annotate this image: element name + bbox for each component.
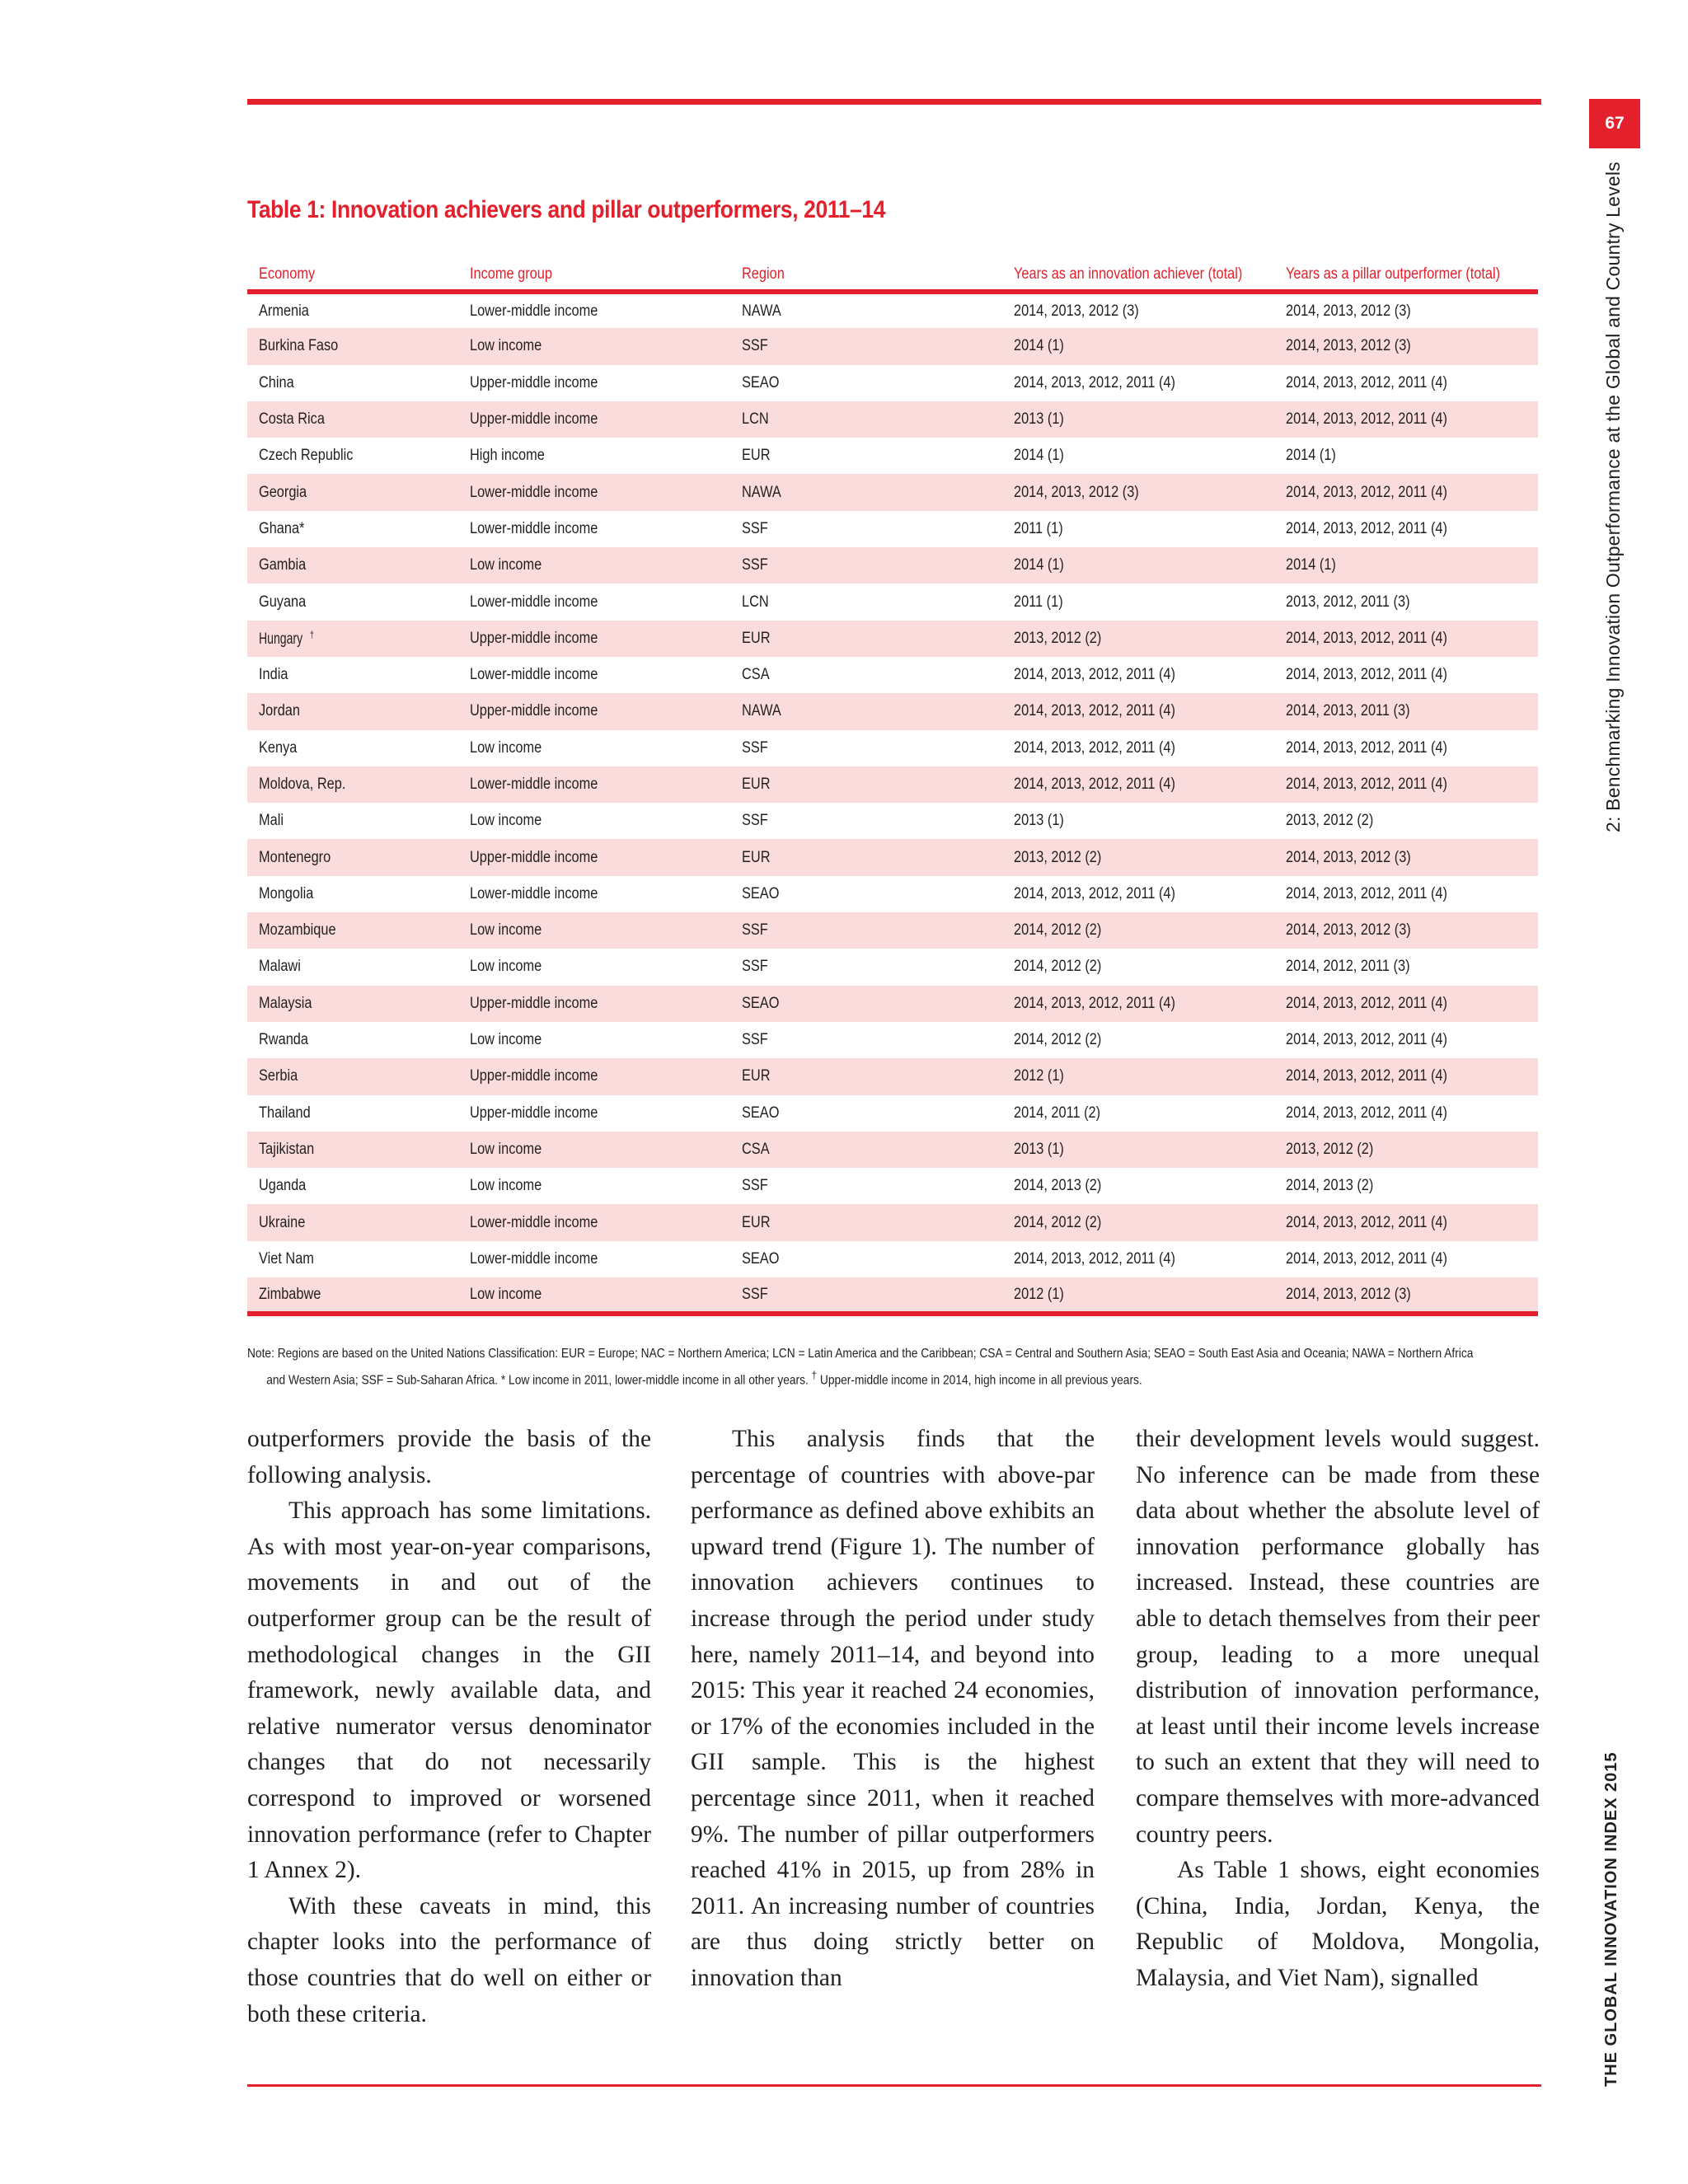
cell-income: Upper-middle income: [458, 693, 730, 729]
cell-achiever: 2014, 2011 (2): [1014, 1104, 1101, 1122]
cell-region: LCN: [730, 401, 1002, 438]
cell-economy: Thailand: [259, 1104, 311, 1122]
cell-pillar: 2014, 2013, 2012, 2011 (4): [1274, 474, 1538, 510]
cell-income: Low income: [458, 547, 730, 583]
cell-economy: Kenya: [259, 738, 298, 757]
body-column-2: [691, 1422, 1095, 2032]
cell-achiever: 2014, 2013, 2012, 2011 (4): [1014, 1249, 1175, 1268]
running-title: THE GLOBAL INNOVATION INDEX 2015: [1602, 1751, 1620, 2087]
top-rule: [247, 99, 1541, 105]
cell-pillar: 2014 (1): [1274, 547, 1538, 583]
cell-pillar: 2014, 2013, 2012, 2011 (4): [1286, 1249, 1447, 1268]
body-paragraph: As Table 1 shows, eight economies (China, India, Jordan, Kenya, the Republic of Moldova, Mongolia, Malaysia, and Viet Nam), signalled: [1136, 1857, 1540, 1991]
cell-pillar: 2013, 2012 (2): [1286, 812, 1374, 830]
cell-economy: Ghana*: [259, 519, 305, 537]
note-dagger-mark: †: [811, 1369, 818, 1381]
cell-income: High income: [470, 447, 545, 465]
cell-income: Low income: [470, 958, 542, 976]
table-caption: Table 1: Innovation achievers and pillar outperformers, 2011–14: [247, 196, 886, 223]
cell-pillar: 2014, 2013, 2012, 2011 (4): [1274, 1204, 1538, 1240]
table-row: [247, 438, 1538, 474]
table-row: [247, 1204, 1538, 1240]
cell-economy: [247, 621, 458, 657]
cell-income: Lower-middle income: [470, 519, 598, 537]
cell-economy: Zimbabwe: [247, 1277, 458, 1314]
cell-pillar: 2014 (1): [1286, 447, 1336, 465]
cell-achiever: 2014, 2013, 2012, 2011 (4): [1002, 766, 1274, 803]
cell-pillar: 2014, 2013, 2012 (3): [1274, 912, 1538, 949]
cell-pillar: 2014, 2013, 2012 (3): [1286, 302, 1411, 320]
cell-economy: Montenegro: [247, 839, 458, 875]
table-row: [247, 657, 1538, 693]
cell-economy: Rwanda: [259, 1031, 308, 1049]
cell-achiever: 2012 (1): [1002, 1277, 1274, 1314]
cell-region: SEAO: [730, 986, 1002, 1022]
body-paragraph: outperformers provide the basis of the following analysis.: [247, 1426, 651, 1488]
body-paragraph: This approach has some limitations. As with most year-on-year comparisons, movements in and out of the outperformer group can be the result of methodological changes in the GII framework, newly available data, and relative numerator versus denominator changes that do not necessarily correspond to improved or worsened innovation performance (refer to Chapter 1 Annex 2).: [247, 1497, 651, 1884]
cell-achiever: 2014, 2013, 2012 (3): [1002, 474, 1274, 510]
cell-achiever: 2013 (1): [1014, 812, 1064, 830]
cell-achiever: 2013 (1): [1002, 1132, 1274, 1168]
cell-region: SSF: [742, 738, 768, 757]
table-row: [247, 876, 1538, 912]
cell-achiever: 2014, 2013, 2012, 2011 (4): [1002, 693, 1274, 729]
cell-income: Low income: [458, 1132, 730, 1168]
cell-pillar: 2013, 2012, 2011 (3): [1286, 593, 1410, 611]
cell-achiever: 2014, 2012 (2): [1002, 912, 1274, 949]
cell-region: SSF: [730, 1277, 1002, 1314]
cell-economy: China: [259, 373, 294, 391]
cell-income: Upper-middle income: [458, 621, 730, 657]
cell-region: SSF: [730, 547, 1002, 583]
table-row: [247, 365, 1538, 401]
cell-income: Lower-middle income: [470, 593, 598, 611]
cell-pillar: 2014, 2013, 2012, 2011 (4): [1286, 738, 1447, 757]
cell-economy: Mozambique: [247, 912, 458, 949]
cell-pillar: 2014, 2013, 2012, 2011 (4): [1274, 621, 1538, 657]
cell-income: Low income: [470, 738, 542, 757]
cell-region: SSF: [742, 519, 768, 537]
body-column-3: [1136, 1422, 1540, 2032]
cell-achiever: 2014, 2012 (2): [1014, 958, 1102, 976]
cell-achiever: 2014, 2012 (2): [1014, 1031, 1102, 1049]
cell-income: Lower-middle income: [470, 884, 598, 902]
cell-income: Low income: [458, 328, 730, 364]
cell-region: SSF: [742, 958, 768, 976]
cell-economy: Moldova, Rep.: [247, 766, 458, 803]
cell-economy: Georgia: [247, 474, 458, 510]
header-region: Region: [730, 259, 1002, 292]
cell-region: SSF: [742, 812, 768, 830]
table-note-line-1: Note: Regions are based on the United Nations Classification: EUR = Europe; NAC = Northern America; LCN = Latin America and the Caribbean; CSA = Central and Southern Asia; SEAO = South East Asia and Oceania; NAWA = Northern Africa: [247, 1347, 1474, 1361]
table-row: [247, 949, 1538, 985]
table-row: [247, 1277, 1538, 1314]
cell-achiever: 2014 (1): [1002, 547, 1274, 583]
table-row: [247, 803, 1538, 839]
cell-region: NAWA: [730, 693, 1002, 729]
cell-region: SEAO: [742, 884, 780, 902]
cell-income: Upper-middle income: [458, 401, 730, 438]
cell-achiever: 2014 (1): [1002, 328, 1274, 364]
body-paragraph: With these caveats in mind, this chapter looks into the performance of those countries that do well on either or both these criteria.: [247, 1892, 651, 2027]
cell-achiever: 2014, 2013, 2012, 2011 (4): [1014, 666, 1175, 684]
table-row: [247, 474, 1538, 510]
cell-income: Low income: [470, 1031, 542, 1049]
table-row: [247, 839, 1538, 875]
cell-region: NAWA: [742, 302, 781, 320]
table-row: [247, 328, 1538, 364]
cell-pillar: 2014, 2013, 2012, 2011 (4): [1286, 1031, 1447, 1049]
cell-income: Low income: [470, 812, 542, 830]
cell-pillar: 2014, 2013, 2012, 2011 (4): [1286, 884, 1447, 902]
chapter-title: 2: Benchmarking Innovation Outperformance at the Global and Country Levels: [1602, 162, 1624, 832]
cell-economy: Gambia: [247, 547, 458, 583]
cell-achiever: 2014, 2013, 2012, 2011 (4): [1014, 738, 1175, 757]
header-income-group: Income group: [458, 259, 730, 292]
cell-economy: Guyana: [259, 593, 307, 611]
table-row: [247, 986, 1538, 1022]
cell-economy: Jordan: [247, 693, 458, 729]
cell-economy: Mali: [259, 812, 284, 830]
cell-economy: Burkina Faso: [247, 328, 458, 364]
cell-economy: Armenia: [259, 302, 309, 320]
cell-achiever: 2014, 2013 (2): [1014, 1177, 1102, 1195]
table-row: [247, 547, 1538, 583]
cell-pillar: 2014, 2013, 2012, 2011 (4): [1286, 666, 1447, 684]
cell-income: Low income: [458, 1277, 730, 1314]
cell-pillar: 2014, 2013, 2012, 2011 (4): [1286, 519, 1447, 537]
cell-income: Lower-middle income: [458, 474, 730, 510]
cell-income: Lower-middle income: [470, 302, 598, 320]
cell-pillar: 2014, 2013, 2012, 2011 (4): [1274, 986, 1538, 1022]
cell-economy: Serbia: [247, 1058, 458, 1094]
cell-pillar: 2014, 2013, 2012, 2011 (4): [1274, 401, 1538, 438]
cell-economy: Tajikistan: [247, 1132, 458, 1168]
table-row: [247, 1241, 1538, 1277]
cell-pillar: 2014, 2013, 2011 (3): [1274, 693, 1538, 729]
cell-achiever: 2014, 2012 (2): [1002, 1204, 1274, 1240]
cell-region: CSA: [742, 666, 770, 684]
cell-region: LCN: [742, 593, 769, 611]
cell-region: EUR: [730, 621, 1002, 657]
table-row: [247, 292, 1538, 328]
header-achiever-years: Years as an innovation achiever (total): [1002, 259, 1274, 292]
table-header-row: [247, 259, 1538, 292]
body-paragraph: their development levels would suggest. No inference can be made from these data about whether the absolute level of innovation performance globally has increased. Instead, these countries are able to detach themselves from their peer group, leading to a more unequal distribution of innovation performance, at least until their income levels increase to such an extent that they will need to compare themselves with more-advanced country peers.: [1136, 1426, 1540, 1848]
table-row: [247, 401, 1538, 438]
cell-pillar: 2014, 2013 (2): [1286, 1177, 1374, 1195]
table-row: [247, 1168, 1538, 1204]
table-row: [247, 1058, 1538, 1094]
cell-pillar: 2014, 2013, 2012, 2011 (4): [1286, 1104, 1447, 1122]
cell-region: SSF: [730, 328, 1002, 364]
cell-pillar: 2014, 2013, 2012, 2011 (4): [1274, 1058, 1538, 1094]
cell-income: Upper-middle income: [458, 1058, 730, 1094]
table-row: [247, 583, 1538, 620]
page-number: 67: [1589, 99, 1640, 148]
cell-pillar: 2014, 2012, 2011 (3): [1286, 958, 1410, 976]
cell-region: EUR: [730, 839, 1002, 875]
body-paragraph: This analysis finds that the percentage of countries with above-par performance as defined above exhibits an upward trend (Figure 1). The number of innovation achievers continues to increase through the period under study here, namely 2011–14, and beyond into 2015: This year it reached 24 economies, or 17% of the economies included in the GII sample. This is the highest percentage since 2011, when it reached 9%. The number of pillar outperformers reached 41% in 2015, up from 28% in 2011. An increasing number of countries are thus doing strictly better on innovation than: [691, 1426, 1095, 1991]
data-table: [247, 259, 1538, 1316]
table-row: [247, 1095, 1538, 1132]
cell-income: Lower-middle income: [470, 1249, 598, 1268]
cell-region: SEAO: [742, 1249, 780, 1268]
cell-achiever: 2013, 2012 (2): [1002, 621, 1274, 657]
economy-name: Hungary: [259, 630, 303, 648]
cell-income: Low income: [458, 912, 730, 949]
cell-pillar: 2014, 2013, 2012, 2011 (4): [1286, 373, 1447, 391]
cell-income: Lower-middle income: [458, 1204, 730, 1240]
cell-achiever: 2012 (1): [1002, 1058, 1274, 1094]
dagger-mark: †: [309, 628, 314, 640]
cell-pillar: 2014, 2013, 2012 (3): [1274, 1277, 1538, 1314]
cell-achiever: 2014 (1): [1014, 447, 1064, 465]
bottom-rule: [247, 2084, 1541, 2087]
table-row: [247, 912, 1538, 949]
cell-region: EUR: [730, 1204, 1002, 1240]
cell-achiever: 2014, 2013, 2012, 2011 (4): [1014, 373, 1175, 391]
cell-income: Upper-middle income: [458, 839, 730, 875]
cell-economy: Uganda: [259, 1177, 307, 1195]
cell-region: EUR: [730, 766, 1002, 803]
cell-economy: Malawi: [259, 958, 301, 976]
table-row: [247, 730, 1538, 766]
cell-economy: Costa Rica: [247, 401, 458, 438]
cell-income: Low income: [470, 1177, 542, 1195]
table-note: [247, 1343, 1541, 1391]
cell-pillar: 2013, 2012 (2): [1274, 1132, 1538, 1168]
table-row: [247, 1022, 1538, 1058]
table-row: [247, 511, 1538, 547]
cell-income: Upper-middle income: [458, 986, 730, 1022]
header-economy: Economy: [247, 259, 458, 292]
cell-economy: Ukraine: [247, 1204, 458, 1240]
cell-region: NAWA: [730, 474, 1002, 510]
cell-income: Upper-middle income: [470, 1104, 598, 1122]
cell-achiever: 2014, 2013, 2012, 2011 (4): [1002, 986, 1274, 1022]
table-note-line-2: and Western Asia; SSF = Sub-Saharan Africa. * Low income in 2011, lower-middle income in all other years. † Upper-middle income in 2014, high income in all previous years.: [266, 1369, 1142, 1388]
cell-economy: India: [259, 666, 288, 684]
cell-region: SEAO: [742, 1104, 780, 1122]
cell-income: Lower-middle income: [458, 766, 730, 803]
cell-pillar: 2014, 2013, 2012 (3): [1274, 328, 1538, 364]
cell-region: EUR: [742, 447, 771, 465]
cell-achiever: 2011 (1): [1014, 519, 1063, 537]
cell-region: SSF: [742, 1031, 768, 1049]
cell-economy: Viet Nam: [259, 1249, 314, 1268]
cell-achiever: 2013, 2012 (2): [1002, 839, 1274, 875]
cell-region: EUR: [730, 1058, 1002, 1094]
cell-economy: Mongolia: [259, 884, 314, 902]
cell-economy: Czech Republic: [259, 447, 354, 465]
table-row: [247, 1132, 1538, 1168]
cell-region: SSF: [742, 1177, 768, 1195]
cell-pillar: 2014, 2013, 2012 (3): [1274, 839, 1538, 875]
cell-income: Lower-middle income: [470, 666, 598, 684]
table-row: [247, 621, 1538, 657]
cell-pillar: 2014, 2013, 2012, 2011 (4): [1274, 766, 1538, 803]
cell-region: SSF: [730, 912, 1002, 949]
table-row: [247, 766, 1538, 803]
table-row: [247, 693, 1538, 729]
cell-economy: Malaysia: [247, 986, 458, 1022]
cell-achiever: 2013 (1): [1002, 401, 1274, 438]
cell-income: Upper-middle income: [470, 373, 598, 391]
cell-achiever: 2014, 2013, 2012 (3): [1014, 302, 1139, 320]
cell-achiever: 2011 (1): [1014, 593, 1063, 611]
header-pillar-years: Years as a pillar outperformer (total): [1274, 259, 1538, 292]
body-column-1: [247, 1422, 651, 2032]
cell-region: SEAO: [742, 373, 780, 391]
cell-region: CSA: [730, 1132, 1002, 1168]
cell-achiever: 2014, 2013, 2012, 2011 (4): [1014, 884, 1175, 902]
